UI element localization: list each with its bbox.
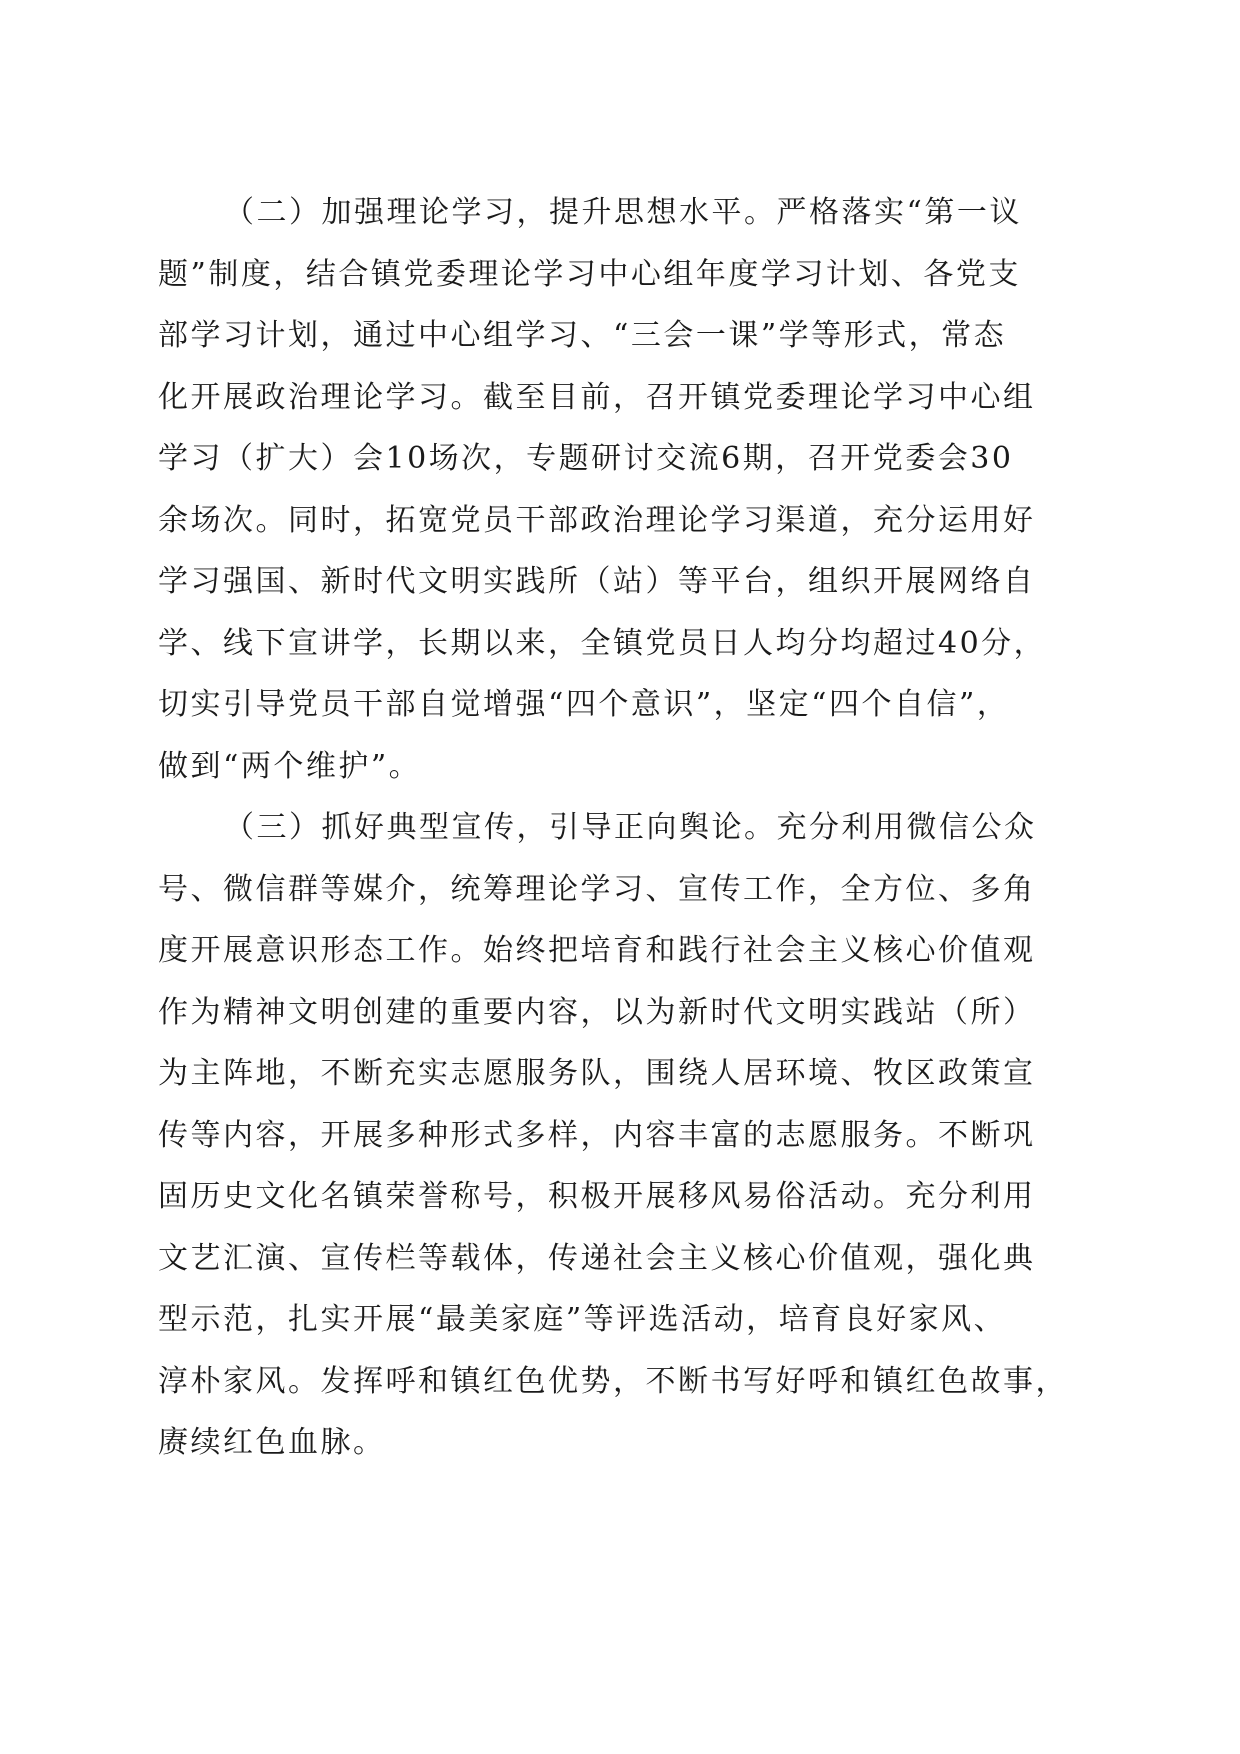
text-line: 化开展政治理论学习。截至目前，召开镇党委理论学习中心组	[158, 379, 1036, 415]
text-line: 学习强国、新时代文明实践所（站）等平台，组织开展网络自	[158, 564, 1036, 599]
text-line: 作为精神文明创建的重要内容，以为新时代文明实践站（所）	[158, 994, 1036, 1030]
text-line: 型示范，扎实开展“最美家庭”等评选活动，培育良好家风、	[158, 1302, 1007, 1337]
text-line: 学习（扩大）会10场次，专题研讨交流6期，召开党委会30	[158, 441, 1014, 476]
text-line: 为主阵地，不断充实志愿服务队，围绕人居环境、牧区政策宣	[158, 1056, 1036, 1091]
paragraph-typical-publicity	[158, 797, 1078, 1474]
text-line: 号、微信群等媒介，统筹理论学习、宣传工作，全方位、多角	[158, 871, 1036, 907]
text-line: （二）加强理论学习，提升思想水平。严格落实“第一议	[224, 195, 1022, 230]
text-line: 固历史文化名镇荣誉称号，积极开展移风易俗活动。充分利用	[158, 1179, 1036, 1214]
text-line: 做到“两个维护”。	[158, 748, 422, 784]
text-line: 度开展意识形态工作。始终把培育和践行社会主义核心价值观	[158, 933, 1036, 968]
text-line: 部学习计划，通过中心组学习、“三会一课”学等形式，常态	[158, 318, 1007, 353]
paragraph-theory-study	[158, 182, 1078, 797]
text-line: 学、线下宣讲学，长期以来，全镇党员日人均分均超过40分，	[158, 625, 1047, 661]
text-line: 余场次。同时，拓宽党员干部政治理论学习渠道，充分运用好	[158, 502, 1036, 538]
document-body	[158, 182, 1078, 1474]
text-line: 传等内容，开展多种形式多样，内容丰富的志愿服务。不断巩	[158, 1117, 1036, 1153]
text-line: 文艺汇演、宣传栏等载体，传递社会主义核心价值观，强化典	[158, 1240, 1036, 1276]
text-line: 切实引导党员干部自觉增强“四个意识”，坚定“四个自信”，	[158, 687, 1010, 722]
text-line: （三）抓好典型宣传，引导正向舆论。充分利用微信公众	[224, 810, 1037, 845]
text-line: 题”制度，结合镇党委理论学习中心组年度学习计划、各党支	[158, 256, 1021, 292]
text-line: 淳朴家风。发挥呼和镇红色优势，不断书写好呼和镇红色故事，	[158, 1363, 1068, 1399]
text-line: 赓续红色血脉。	[158, 1425, 386, 1460]
